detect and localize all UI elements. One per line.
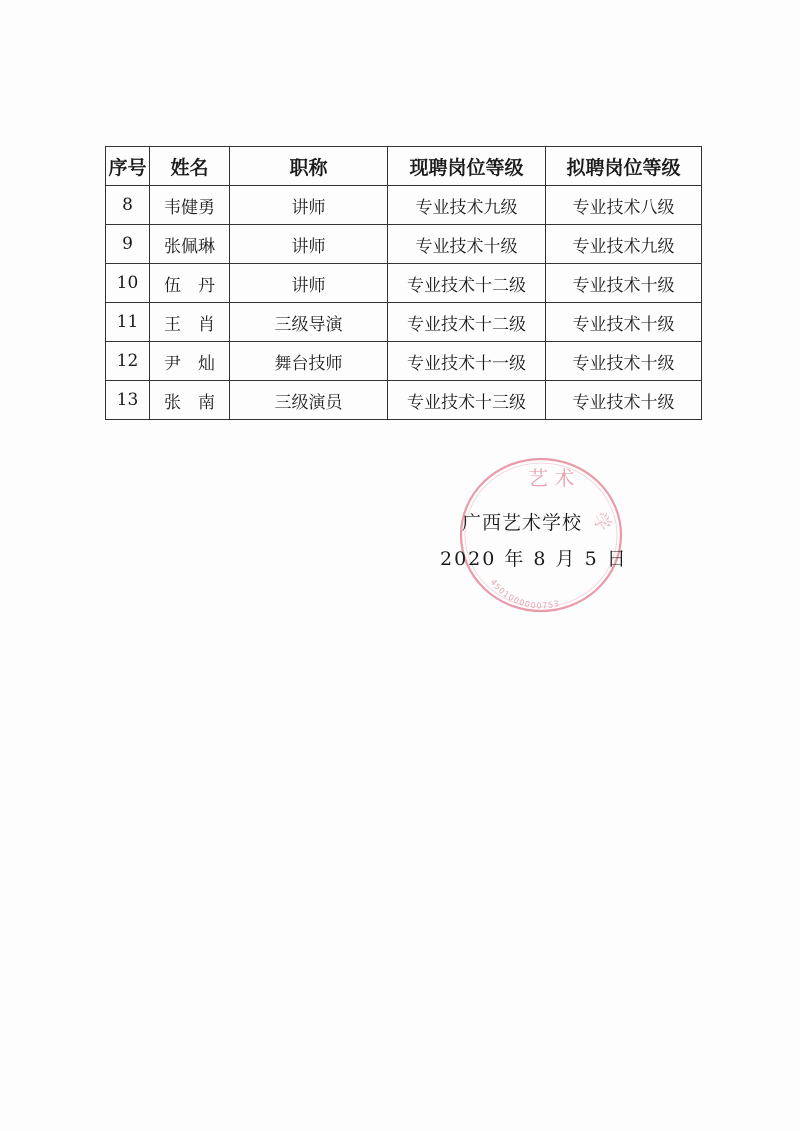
header-serial-number: 序号 bbox=[106, 147, 150, 186]
issuing-organization: 广西艺术学校 bbox=[462, 512, 583, 534]
cell-name: 尹 灿 bbox=[150, 342, 230, 381]
cell-proposed-post-level: 专业技术十级 bbox=[546, 264, 702, 303]
cell-serial-number: 13 bbox=[106, 381, 150, 420]
cell-name: 王 肖 bbox=[150, 303, 230, 342]
cell-serial-number: 8 bbox=[106, 186, 150, 225]
cell-professional-title: 讲师 bbox=[230, 225, 388, 264]
table-row bbox=[106, 225, 702, 264]
cell-name: 张佩琳 bbox=[150, 225, 230, 264]
cell-current-post-level: 专业技术十二级 bbox=[388, 303, 546, 342]
seal-top-text: 艺 术 bbox=[528, 466, 575, 490]
seal-side-text: 学 bbox=[587, 509, 615, 536]
cell-proposed-post-level: 专业技术九级 bbox=[546, 225, 702, 264]
table-header-row bbox=[106, 147, 702, 186]
cell-serial-number: 9 bbox=[106, 225, 150, 264]
table-row bbox=[106, 303, 702, 342]
cell-professional-title: 三级导演 bbox=[230, 303, 388, 342]
header-proposed-post-level: 拟聘岗位等级 bbox=[546, 147, 702, 186]
signature-block bbox=[440, 505, 640, 577]
cell-proposed-post-level: 专业技术十级 bbox=[546, 342, 702, 381]
seal-bottom-code-path: 4501000000753 bbox=[488, 577, 561, 611]
cell-proposed-post-level: 专业技术十级 bbox=[546, 303, 702, 342]
cell-current-post-level: 专业技术十级 bbox=[388, 225, 546, 264]
table-row bbox=[106, 381, 702, 420]
header-professional-title: 职称 bbox=[230, 147, 388, 186]
cell-name: 伍 丹 bbox=[150, 264, 230, 303]
header-current-post-level: 现聘岗位等级 bbox=[388, 147, 546, 186]
issue-date: 2020 年 8 月 5 日 bbox=[440, 548, 628, 570]
staff-promotion-table bbox=[105, 146, 702, 420]
cell-name: 韦健勇 bbox=[150, 186, 230, 225]
cell-current-post-level: 专业技术十一级 bbox=[388, 342, 546, 381]
cell-professional-title: 三级演员 bbox=[230, 381, 388, 420]
cell-professional-title: 舞台技师 bbox=[230, 342, 388, 381]
cell-serial-number: 12 bbox=[106, 342, 150, 381]
table-row bbox=[106, 342, 702, 381]
cell-current-post-level: 专业技术九级 bbox=[388, 186, 546, 225]
seal-bottom-code bbox=[488, 578, 560, 611]
cell-current-post-level: 专业技术十二级 bbox=[388, 264, 546, 303]
cell-serial-number: 11 bbox=[106, 303, 150, 342]
cell-proposed-post-level: 专业技术八级 bbox=[546, 186, 702, 225]
header-name: 姓名 bbox=[150, 147, 230, 186]
table-row bbox=[106, 186, 702, 225]
table-row bbox=[106, 264, 702, 303]
cell-proposed-post-level: 专业技术十级 bbox=[546, 381, 702, 420]
cell-name: 张 南 bbox=[150, 381, 230, 420]
cell-professional-title: 讲师 bbox=[230, 186, 388, 225]
cell-professional-title: 讲师 bbox=[230, 264, 388, 303]
cell-current-post-level: 专业技术十三级 bbox=[388, 381, 546, 420]
cell-serial-number: 10 bbox=[106, 264, 150, 303]
